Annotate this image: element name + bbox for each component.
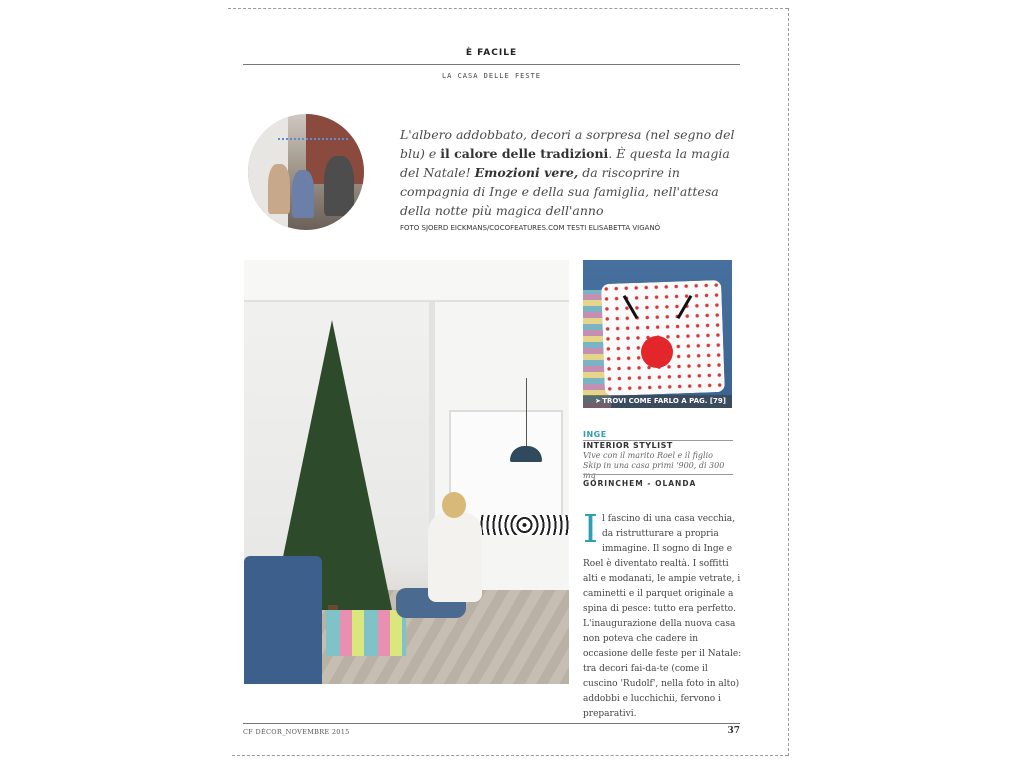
- pillow-caption: ➤ TROVI COME FARLO A PAG. [79]: [583, 395, 732, 408]
- reindeer-pillow-photo: [583, 260, 732, 408]
- footer-rule: [243, 723, 740, 724]
- subsection-label: LA CASA DELLE FESTE: [441, 72, 542, 80]
- profile-description: Vive con il marito Roel e il figlio Skip in una casa primi '900, di 300 mq: [583, 451, 725, 480]
- article-text: l fascino di una casa vecchia, da ristrutturare a propria immagine. Il sogno di Inge e Roel è diventato realtà. I soffitti alti e modanati, le ampie vetrate, i caminetti e il parquet originale a spina di pesce: tutto era perfetto. L'inaugurazione della nuova casa non poteva che cadere in occasione delle feste per il Natale: tra decori fai-da-te (come il cuscino 'Rudolf', nella foto in alto) addobbi e lucchichii, fervono i preparativi.: [583, 514, 742, 719]
- crop-mark-bottom: [232, 755, 788, 756]
- section-label: È FACILE: [465, 48, 518, 58]
- header-rule: [243, 64, 740, 65]
- article-body: [583, 507, 743, 722]
- crop-mark-right: [788, 8, 789, 756]
- profile-name: INGE: [583, 430, 607, 439]
- profile-role: INTERIOR STYLIST: [583, 441, 673, 450]
- profile-location: GORINCHEM - OLANDA: [583, 479, 697, 488]
- intro-bold-1: il calore delle tradizioni: [440, 146, 609, 161]
- profile-rule-2: [583, 474, 733, 475]
- magazine-issue: CF DÉCOR_NOVEMBRE 2015: [243, 728, 350, 736]
- intro-bold-2: Emozioni vere,: [474, 165, 579, 180]
- intro-paragraph: L'albero addobbato, decori a sorpresa (nel segno del blu) e il calore delle tradizioni. È questa la magia del Natale! Emozioni vere, da riscoprire in compagnia di Inge e della sua famiglia, nell'attesa della notte più magica dell'anno: [400, 127, 735, 218]
- page-number: 37: [727, 726, 740, 736]
- article-dropcap: I: [583, 507, 599, 551]
- arrow-right-icon: ➤: [595, 397, 601, 405]
- christmas-tree-photo: [244, 260, 569, 684]
- crop-mark-top: [228, 8, 788, 9]
- family-portrait-photo: [248, 114, 364, 230]
- photo-credits: FOTO SJOERD EICKMANS/COCOFEATURES.COM TESTI ELISABETTA VIGANÒ: [400, 224, 661, 232]
